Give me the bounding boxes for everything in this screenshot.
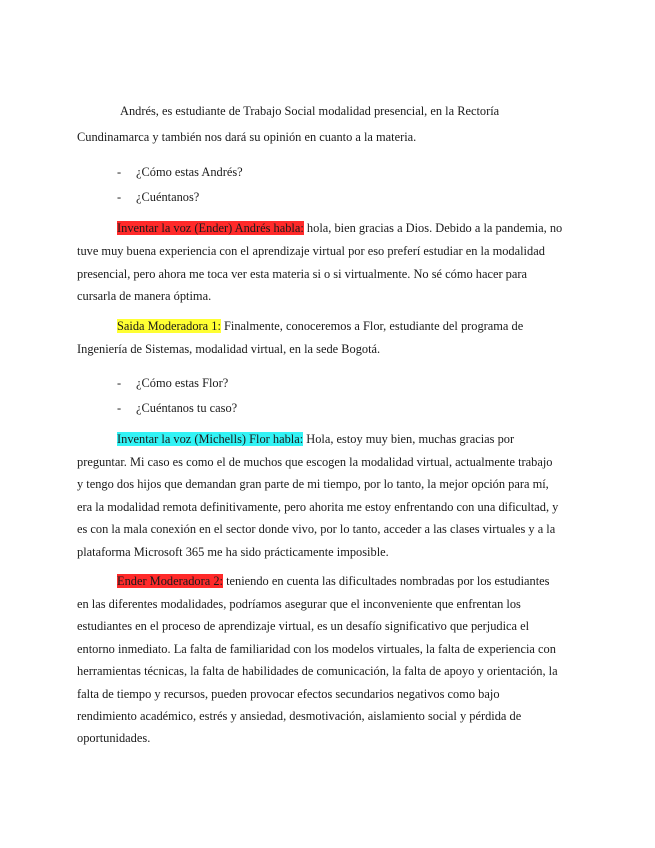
intro-line-1: Andrés, es estudiante de Trabajo Social modalidad presencial, en la Rectoría [120,104,500,118]
bullet-dash: - [117,376,122,390]
andres-line-1: Inventar la voz (Ender) Andrés habla: hola, bien gracias a Dios. Debido a la pandemia, no [117,221,563,235]
andres-line-4: cursarla de manera óptima. [77,289,212,303]
flor-line-6: plataforma Microsoft 365 me ha sido prácticamente imposible. [77,545,389,559]
andres-line-2: tuve muy buena experiencia con el aprendizaje virtual por eso preferí estudiar en la modalidad [77,244,545,258]
ender-line-6: falta de tiempo y recursos, pueden provocar efectos secundarios negativos como bajo [77,687,500,701]
ender-line-8: oportunidades. [77,731,151,745]
flor-line-5: es con la mala conexión en el sector donde vivo, por lo tanto, acceder a las clases virtuales y a la [77,522,556,536]
bullet-dash: - [117,190,122,204]
ender-line-2: en las diferentes modalidades, podríamos asegurar que el inconveniente que enfrentan los [77,597,521,611]
flor-line-4: era la modalidad remota definitivamente, pero ahorita me estoy enfrentando con una dificultad, y [77,500,559,514]
saida-line-1: Saida Moderadora 1: Finalmente, conoceremos a Flor, estudiante del programa de [117,319,524,333]
flor-line-2: preguntar. Mi caso es como el de muchos que escogen la modalidad virtual, actualmente trabajo [77,455,553,469]
speaker-label-saida: Saida Moderadora 1: [117,319,221,333]
intro-line-2: Cundinamarca y también nos dará su opinión en cuanto a la materia. [77,130,417,144]
speaker-label-flor: Inventar la voz (Michells) Flor habla: [117,432,304,446]
ender-line-4: entorno inmediato. La falta de familiaridad con los modelos virtuales, la falta de experiencia con [77,642,556,656]
ender-line-7: rendimiento académico, estrés y ansiedad, desmotivación, aislamiento social y pérdida de [77,709,522,723]
speaker-label-andres: Inventar la voz (Ender) Andrés habla: [117,221,304,235]
bullet-dash: - [117,401,122,415]
ender-line-1: Ender Moderadora 2: teniendo en cuenta las dificultades nombradas por los estudiantes [117,574,550,588]
saida-line-2: Ingeniería de Sistemas, modalidad virtual, en la sede Bogotá. [77,342,381,356]
speaker-label-ender: Ender Moderadora 2: [117,574,223,588]
andres-line-3: presencial, pero ahora me toca ver esta materia si o si virtualmente. No sé cómo hacer para [77,267,527,281]
flor-line-3: y tengo dos hijos que demandan gran parte de mi tiempo, por lo tanto, la mejor opción para mí, [77,477,549,491]
bullet-dash: - [117,165,122,179]
question-item: ¿Cuéntanos? [136,190,200,204]
question-item: ¿Cuéntanos tu caso? [136,401,238,415]
ender-line-5: herramientas técnicas, la falta de habilidades de comunicación, la falta de apoyo y orientación, la [77,664,558,678]
question-item: ¿Cómo estas Flor? [136,376,229,390]
ender-line-3: estudiantes en el proceso de aprendizaje virtual, es un desafío significativo que perjudica el [77,619,530,633]
flor-line-1: Inventar la voz (Michells) Flor habla: Hola, estoy muy bien, muchas gracias por [117,432,515,446]
question-item: ¿Cómo estas Andrés? [136,165,243,179]
